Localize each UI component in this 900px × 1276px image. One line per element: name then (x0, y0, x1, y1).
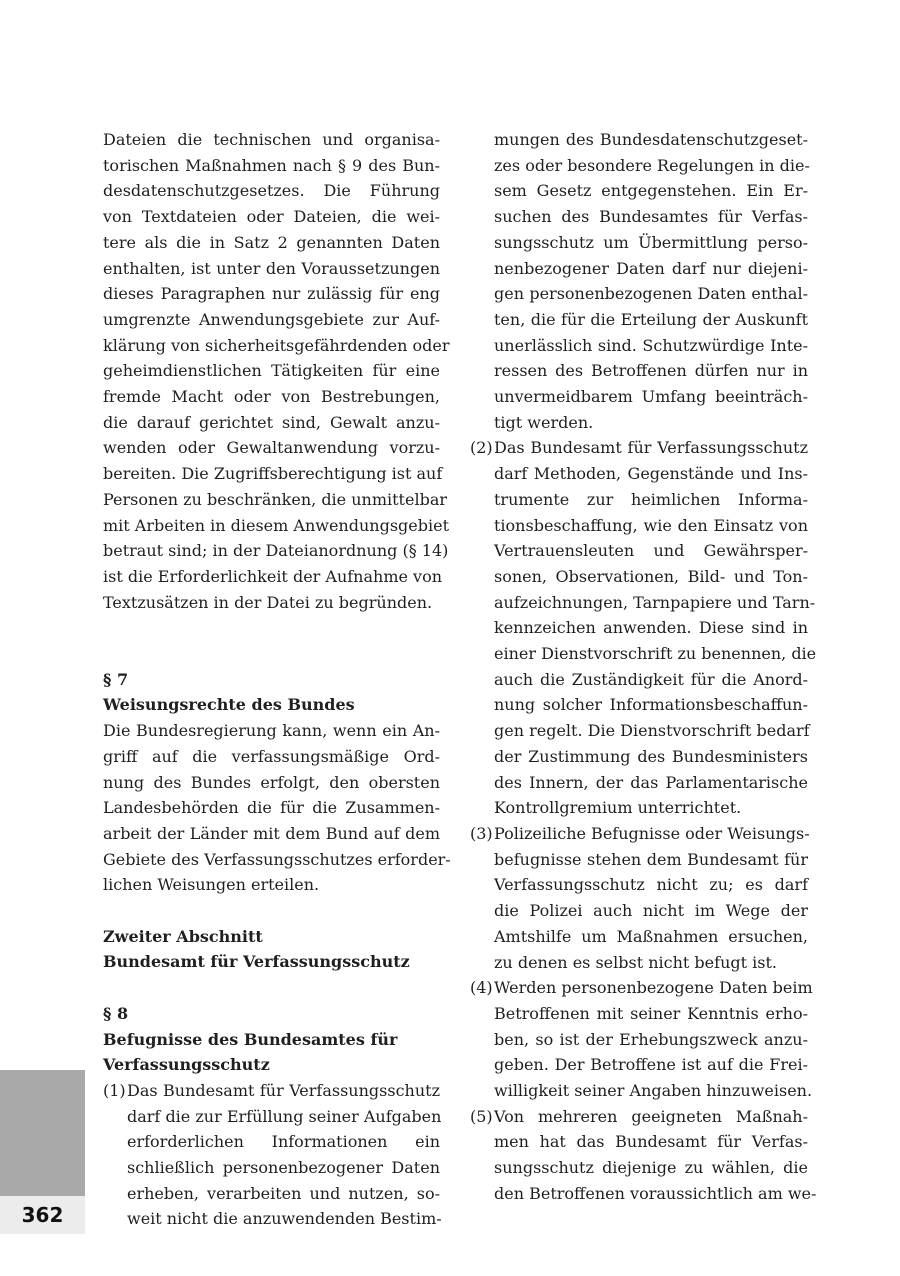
page-edge-marker (0, 1070, 85, 1196)
text-line: gen personenbezogenen Daten enthal- (494, 284, 808, 304)
text-line: sungsschutz um Übermittlung perso- (494, 232, 808, 252)
right-items (470, 435, 817, 1206)
section-8-item-4 (470, 975, 813, 1104)
section-7-number: § 7 (103, 669, 129, 689)
text-line: unvermeidbarem Umfang beeinträch- (494, 387, 808, 407)
paragraph-continued (103, 127, 450, 615)
text-line: betraut sind; in der Dateianordnung (§ 14) (103, 541, 449, 561)
text-line: ist die Erforderlichkeit der Aufnahme von (103, 566, 443, 586)
section-7-title: Weisungsrechte des Bundes (103, 695, 355, 715)
text-line: willigkeit seiner Angaben hinzuweisen. (494, 1081, 813, 1101)
text-line: gen regelt. Die Dienstvorschrift bedarf (494, 721, 810, 741)
text-line: sungsschutz diejenige zu wählen, die (494, 1158, 808, 1178)
text-line: darf Methoden, Gegenstände und Ins- (494, 464, 808, 484)
page-number: 362 (0, 1196, 85, 1234)
right-column (470, 127, 817, 1207)
text-line: Polizeiliche Befugnisse oder Weisungs- (494, 823, 810, 843)
text-line: mit Arbeiten in diesem Anwendungsgebiet (103, 515, 449, 535)
text-line: Landesbehörden die für die Zusammen- (103, 798, 440, 818)
text-line: men hat das Bundesamt für Verfas- (494, 1132, 808, 1152)
text-line: einer Dienstvorschrift zu benennen, die (494, 644, 817, 664)
text-line: aufzeichnungen, Tarnpapiere und Tarn- (494, 592, 816, 612)
text-line: von Textdateien oder Dateien, die wei- (103, 207, 440, 227)
item-number: (2) (470, 438, 493, 458)
text-line: auch die Zuständigkeit für die Anord- (494, 669, 808, 689)
section-8-number: § 8 (103, 1003, 129, 1023)
chapter-title: Bundesamt für Verfassungsschutz (103, 952, 410, 972)
left-column (103, 127, 451, 1232)
item-text (127, 1078, 440, 1232)
text-line: geben. Der Betroffene ist auf die Frei- (494, 1055, 808, 1075)
item-text (494, 127, 808, 435)
text-line: zu denen es selbst nicht befugt ist. (494, 952, 777, 972)
text-line: Dateien die technischen und organisa- (103, 130, 440, 149)
text-line: weit nicht die anzuwendenden Bestim- (127, 1209, 442, 1229)
text-line: bereiten. Die Zugriffsberechtigung ist auf (103, 464, 443, 484)
item-number: (3) (470, 823, 493, 843)
text-line: den Betroffenen voraussichtlich am we- (494, 1183, 817, 1203)
text-line: Werden personenbezogene Daten beim (494, 978, 813, 998)
item-number: (5) (470, 1106, 493, 1126)
chapter-label: Zweiter Abschnitt (103, 926, 263, 946)
text-line: fremde Macht oder von Bestrebungen, (103, 387, 440, 407)
text-line: die Polizei auch nicht im Wege der (494, 901, 808, 921)
text-line: dieses Paragraphen nur zulässig für eng (103, 284, 440, 304)
item-1-continued (470, 127, 808, 435)
text-line: des Innern, der das Parlamentarische (494, 772, 808, 792)
text-line: nung solcher Informationsbeschaffun- (494, 695, 808, 715)
text-line: nenbezogener Daten darf nur diejeni- (494, 258, 808, 278)
section-8-item-5 (470, 1104, 817, 1207)
text-line: arbeit der Länder mit dem Bund auf dem (103, 823, 440, 843)
text-line: torischen Maßnahmen nach § 9 des Bun- (103, 155, 440, 175)
text-line: klärung von sicherheitsgefährdenden oder (103, 335, 450, 355)
text-line: die darauf gerichtet sind, Gewalt anzu- (103, 412, 440, 432)
text-line: Das Bundesamt für Verfassungsschutz (494, 438, 808, 458)
text-line: mungen des Bundesdatenschutzgeset- (494, 130, 808, 149)
text-line: enthalten, ist unter den Voraussetzungen (103, 258, 440, 278)
text-line: Textzusätzen in der Datei zu begründen. (103, 592, 433, 612)
section-8-item-1 (103, 1078, 440, 1232)
text-line: umgrenzte Anwendungsgebiete zur Auf- (103, 309, 440, 329)
text-line: Personen zu beschränken, die unmittelbar (103, 489, 447, 509)
text-line: sem Gesetz entgegenstehen. Ein Er- (494, 181, 808, 201)
text-line: Amtshilfe um Maßnahmen ersuchen, (494, 926, 808, 946)
text-line: sonen, Observationen, Bild- und Ton- (494, 566, 808, 586)
text-line: der Zustimmung des Bundesministers (494, 746, 808, 766)
text-line: Die Bundesregierung kann, wenn ein An- (103, 721, 440, 741)
item-number: (1) (103, 1080, 126, 1100)
item-number: (4) (470, 978, 493, 998)
text-line: kennzeichen anwenden. Diese sind in (494, 618, 808, 638)
text-line: desdatenschutzgesetzes. Die Führung (103, 181, 440, 201)
item-text (494, 821, 808, 975)
item-text (494, 975, 813, 1104)
text-line: erheben, verarbeiten und nutzen, so- (127, 1183, 440, 1203)
text-line: ressen des Betroffenen dürfen nur in (494, 361, 808, 381)
text-line: Kontrollgremium unterrichtet. (494, 798, 742, 818)
text-line: geheimdienstlichen Tätigkeiten für eine (103, 361, 440, 381)
text-line: wenden oder Gewaltanwendung vorzu- (103, 438, 440, 458)
text-line: trumente zur heimlichen Informa- (494, 489, 808, 509)
text-line: tigt werden. (494, 412, 594, 432)
text-line: Gebiete des Verfassungsschutzes erforder- (103, 849, 451, 869)
text-line: darf die zur Erfüllung seiner Aufgaben (127, 1106, 442, 1126)
text-line: lichen Weisungen erteilen. (103, 875, 320, 895)
text-line: tere als die in Satz 2 genannten Daten (103, 232, 440, 252)
text-line: Betroffenen mit seiner Kenntnis erho- (494, 1003, 808, 1023)
text-line: Verfassungsschutz nicht zu; es darf (494, 875, 808, 895)
text-line: tionsbeschaffung, wie den Einsatz von (494, 515, 808, 535)
text-line: zes oder besondere Regelungen in die- (494, 155, 810, 175)
text-line: suchen des Bundesamtes für Verfas- (494, 207, 808, 227)
text-line: Vertrauensleuten und Gewährsper- (494, 541, 808, 561)
item-text (494, 435, 817, 821)
text-line: erforderlichen Informationen ein (127, 1132, 440, 1152)
text-line: griff auf die verfassungsmäßige Ord- (103, 746, 440, 766)
item-text (494, 1104, 817, 1207)
text-line: befugnisse stehen dem Bundesamt für (494, 849, 808, 869)
text-line: nung des Bundes erfolgt, den obersten (103, 772, 440, 792)
text-line: Das Bundesamt für Verfassungsschutz (127, 1080, 440, 1100)
section-8-title-line1: Befugnisse des Bundesamtes für (103, 1029, 398, 1049)
section-7-text (103, 718, 451, 898)
section-8-title-line2: Verfassungsschutz (103, 1055, 270, 1075)
text-line: unerlässlich sind. Schutzwürdige Inte- (494, 335, 808, 355)
text-line: schließlich personenbezogener Daten (127, 1158, 440, 1178)
text-line: ten, die für die Erteilung der Auskunft (494, 309, 808, 329)
text-line: Von mehreren geeigneten Maßnah- (494, 1106, 808, 1126)
section-8-item-3 (470, 821, 808, 975)
text-line: ben, so ist der Erhebungszweck anzu- (494, 1029, 808, 1049)
section-8-item-2 (470, 435, 817, 821)
